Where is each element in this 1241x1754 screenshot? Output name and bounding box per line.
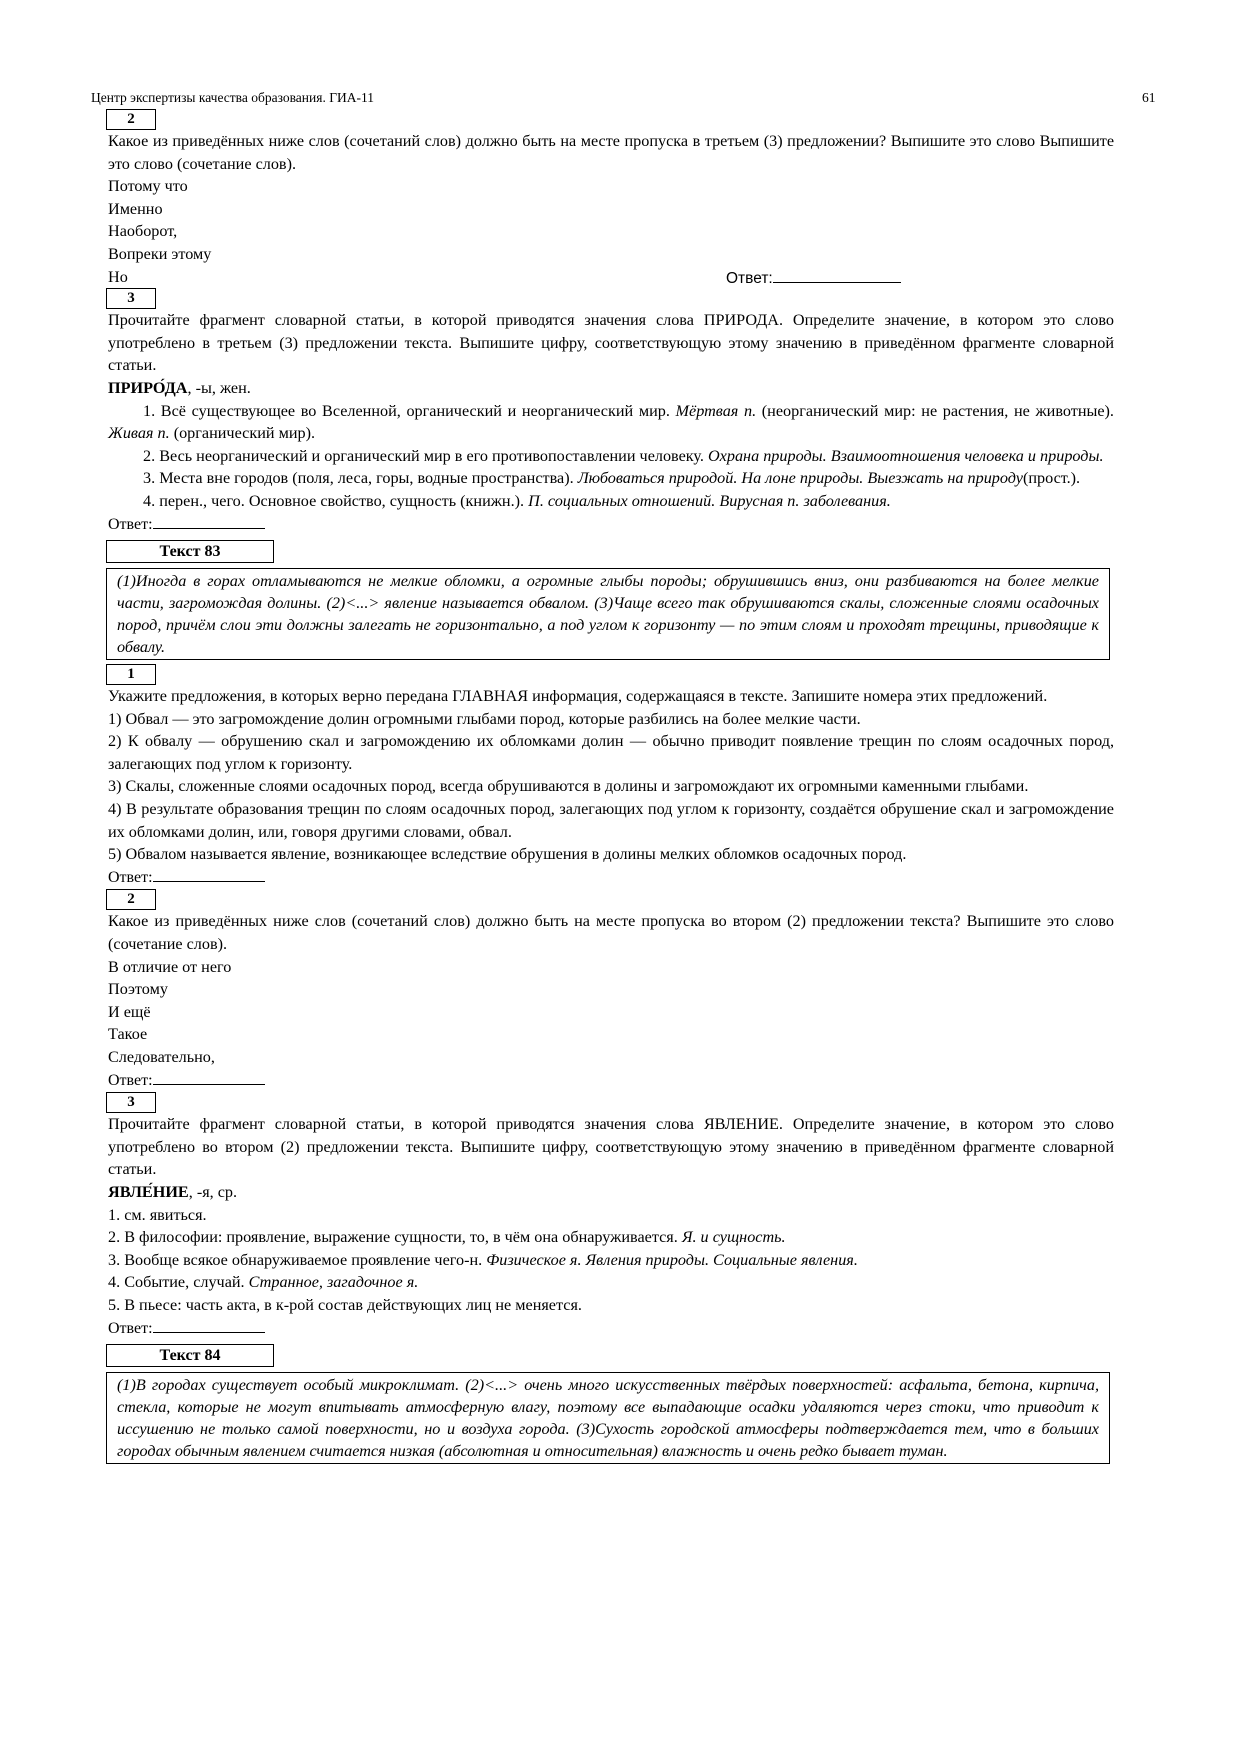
option-item: И ещё	[108, 1002, 151, 1021]
task-question: Прочитайте фрагмент словарной статьи, в которой приводятся значения слова ЯВЛЕНИЕ. Определите значение, в котором это слово употреблено во втором (2) предложении текста. Выпишите цифру, соответствующую этому значению в приведённом фрагменте словарной статьи.	[108, 1115, 1114, 1179]
option-item: 4) В результате образования трещин по слоям осадочных пород, залегающих под углом к горизонту, создаётся обрушение скал и загромождение их обломками долин, или, говоря другими словами, обвал.	[108, 800, 1114, 841]
dictionary-grammar: , -я, ср.	[188, 1182, 238, 1201]
dictionary-headword-line	[108, 377, 1114, 400]
option-item: 3) Скалы, сложенные слоями осадочных пород, всегда обрушиваются в долины и загромождают их огромными каменными глыбами.	[108, 777, 1029, 796]
option-item: Поэтому	[108, 980, 168, 999]
answer-label: Ответ:	[108, 868, 153, 886]
answer-label: Ответ:	[726, 269, 773, 287]
answer-line[interactable]	[153, 866, 265, 882]
answer-field[interactable]	[726, 266, 901, 291]
option-item: В отличие от него	[108, 957, 232, 976]
option-item: Вопреки этому	[108, 244, 212, 263]
dictionary-headword: ЯВЛЕ́НИЕ	[108, 1182, 189, 1201]
answer-line[interactable]	[153, 1317, 265, 1333]
answer-label: Ответ:	[108, 1071, 153, 1089]
task-number-box: 3	[106, 1092, 156, 1113]
answer-field[interactable]	[108, 866, 1114, 890]
dictionary-headword: ПРИРО́ДА	[108, 378, 188, 397]
option-item: 5) Обвалом называется явление, возникающее вследствие обрушения в долины мелких обломков осадочных пород.	[108, 845, 907, 864]
task-question: Укажите предложения, в которых верно передана ГЛАВНАЯ информация, содержащаяся в тексте. Запишите номера этих предложений.	[108, 687, 1048, 706]
task-question: Прочитайте фрагмент словарной статьи, в которой приводятся значения слова ПРИРОДА. Определите значение, в котором это слово употреблено в третьем (3) предложении текста. Выпишите цифру, соответствующую этому значению в приведённом фрагменте словарной статьи.	[108, 311, 1114, 375]
content	[108, 109, 1114, 1464]
task-number-box: 2	[106, 109, 156, 130]
option-row-with-answer	[108, 266, 1114, 289]
dictionary-sense: 3. Места вне городов (поля, леса, горы, водные пространства). Любоваться природой. На лоне природы. Выезжать на природу(прост.).	[143, 469, 1081, 488]
dictionary-sense: 2. Весь неорганический и органический мир в его противопоставлении человеку. Охрана природы. Взаимоотношения человека и природы.	[143, 446, 1104, 465]
dictionary-sense: 4. перен., чего. Основное свойство, сущность (книжн.). П. социальных отношений. Вирусная п. заболевания.	[143, 491, 891, 510]
text-passage: (1)В городах существует особый микроклимат. (2)<...> очень много искусственных твёрдых поверхностей: асфальта, бетона, кирпича, стекла, которые не могут впитывать атмосферную влагу, поэтому все выпадающие осадки удаляются через стоки, что приводит к иссушению не только самой поверхности, но и воздуха города. (3)Сухость городской атмосферы подтверждается тем, что в больших городах обычным явлением считается низкая (абсолютная и относительная) влажность и очень редко бывает туман.	[106, 1372, 1110, 1464]
option-item: Именно	[108, 199, 163, 218]
option-item: 1) Обвал — это загромождение долин огромными глыбами пород, которые разбились на более мелкие части.	[108, 709, 861, 728]
answer-line[interactable]	[153, 513, 265, 529]
option-item: Наоборот,	[108, 222, 178, 241]
option-item: Такое	[108, 1025, 148, 1044]
text-title: Текст 84	[106, 1344, 274, 1367]
task-number-box: 1	[106, 664, 156, 685]
text-title: Текст 83	[106, 540, 274, 563]
text-passage: (1)Иногда в горах отламываются не мелкие обломки, а огромные глыбы породы; обрушившись вниз, они разбиваются на более мелкие части, загромождая долины. (2)<...> явление называется обвалом. (3)Чаще всего так обрушиваются скалы, сложенные слоями осадочных пород, причём слои эти должны залегать не горизонтально, а под углом к горизонту — по этим слоям и проходят трещины, приводящие к обвалу.	[106, 568, 1110, 660]
answer-label: Ответ:	[108, 1319, 153, 1337]
answer-line[interactable]	[153, 1069, 265, 1085]
dictionary-grammar: , -ы, жен.	[187, 378, 251, 397]
dictionary-headword-line	[108, 1181, 1114, 1204]
answer-field[interactable]	[108, 1069, 1114, 1093]
option-item: Следовательно,	[108, 1048, 215, 1066]
option-item: 2) К обвалу — обрушению скал и загромождению их обломками долин — обычно приводит появление трещин по слоям осадочных пород, залегающих под углом к горизонту.	[108, 732, 1114, 773]
option-item: Потому что	[108, 177, 188, 196]
option-item: Но	[108, 267, 128, 286]
header-title: Центр экспертизы качества образования. ГИА-11	[91, 90, 374, 105]
answer-field[interactable]	[108, 1317, 1114, 1341]
task-question: Какое из приведённых ниже слов (сочетаний слов) должно быть на месте пропуска в третьем (3) предложении? Выпишите это слово Выпишите это слово (сочетание слов).	[108, 132, 1114, 173]
answer-label: Ответ:	[108, 515, 153, 533]
answer-field[interactable]	[108, 513, 1114, 537]
task-question: Какое из приведённых ниже слов (сочетаний слов) должно быть на месте пропуска во втором (2) предложении текста? Выпишите это слово (сочетание слов).	[108, 912, 1114, 954]
dictionary-sense: 5. В пьесе: часть акта, в к-рой состав действующих лиц не меняется.	[108, 1295, 582, 1314]
page-number: 61	[1142, 90, 1156, 105]
task-number-box: 2	[106, 889, 156, 910]
dictionary-sense: 3. Вообще всякое обнаруживаемое проявление чего-н. Физическое я. Явления природы. Социальные явления.	[108, 1250, 858, 1269]
dictionary-sense: 2. В философии: проявление, выражение сущности, то, в чём она обнаруживается. Я. и сущность.	[108, 1228, 786, 1247]
answer-line[interactable]	[773, 266, 901, 283]
task-number-box: 3	[106, 288, 156, 309]
dictionary-sense: 4. Событие, случай. Странное, загадочное я.	[108, 1273, 419, 1292]
dictionary-sense: 1. Всё существующее во Вселенной, органический и неорганический мир. Мёртвая п. (неорганический мир: не растения, не животные). Живая п. (органический мир).	[108, 401, 1114, 443]
dictionary-sense: 1. см. явиться.	[108, 1205, 207, 1224]
